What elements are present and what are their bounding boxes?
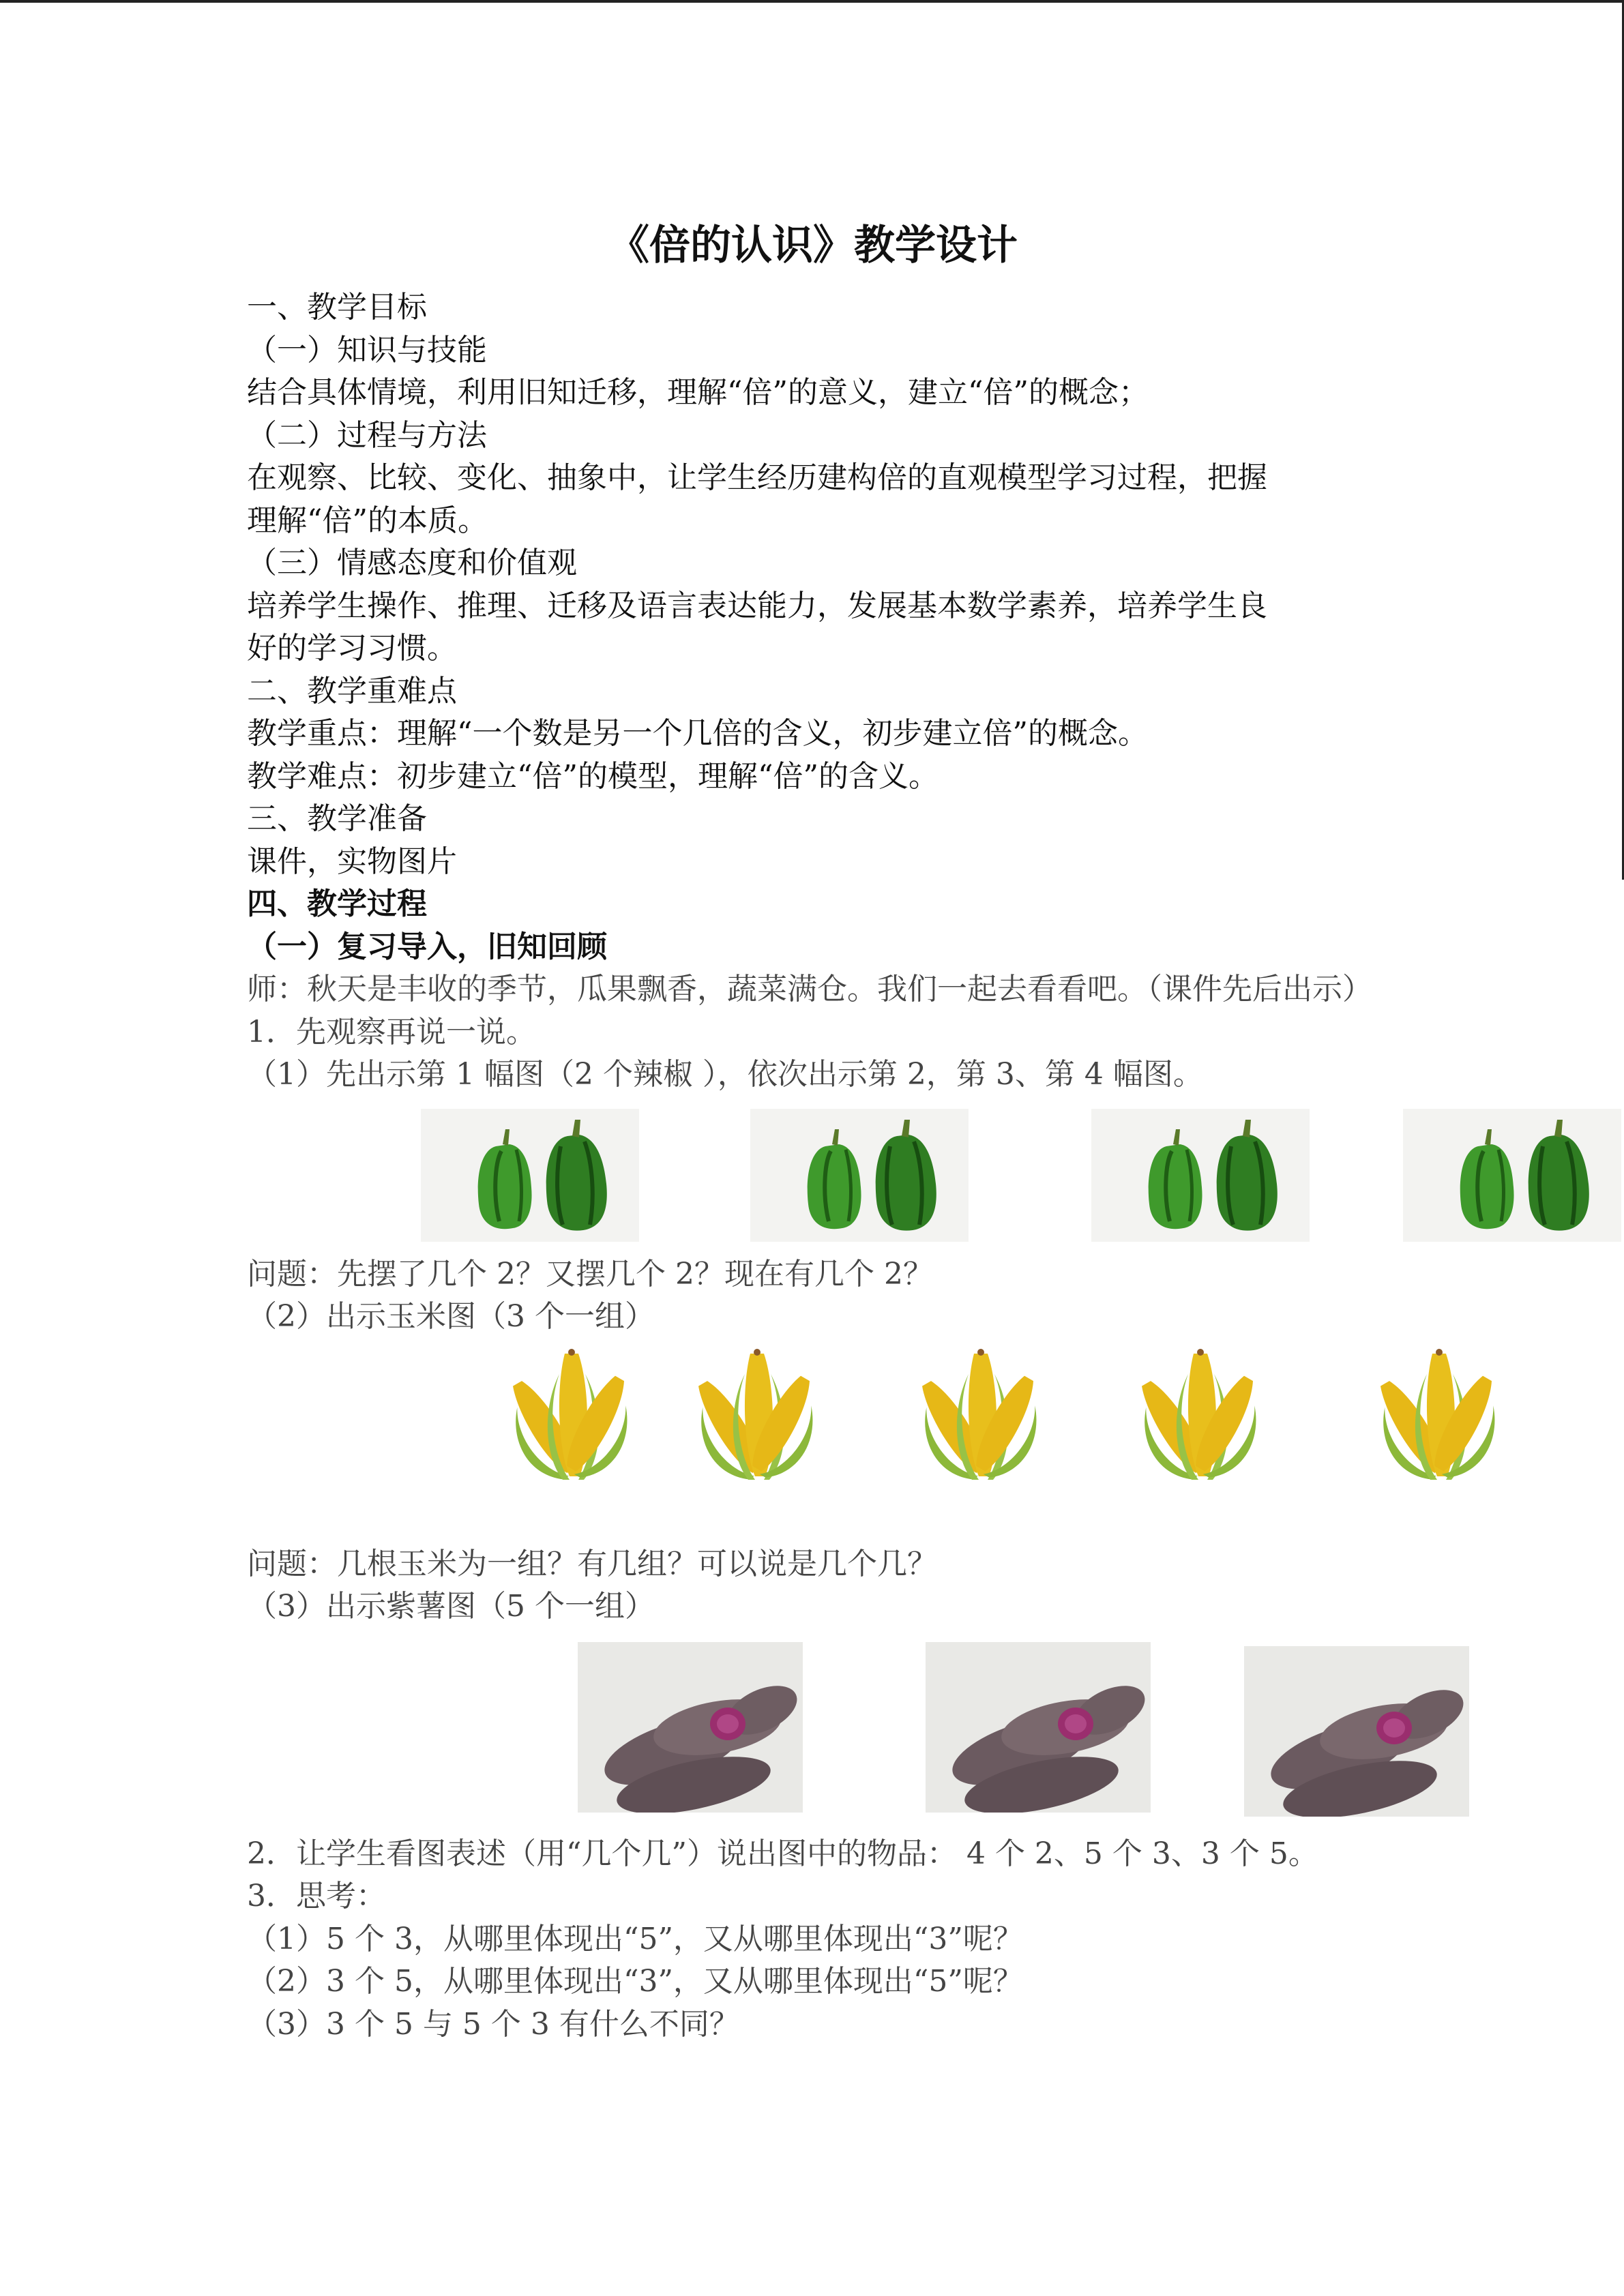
- sweet-potato-image-row: [247, 1628, 1543, 1833]
- pepper-image-row: [247, 1097, 1543, 1253]
- paragraph-line: 结合具体情境，利用旧知迁移，理解“倍”的意义，建立“倍”的概念；: [247, 375, 1149, 410]
- subheading-process: （二）过程与方法: [247, 417, 487, 453]
- question-line: （3）3 个 5 与 5 个 3 有什么不同？: [247, 2006, 739, 2042]
- pepper-image: [750, 1109, 969, 1242]
- question-line: 问题：先摆了几个 2？又摆几个 2？现在有几个 2？: [247, 1256, 933, 1292]
- paragraph-line: 3．思考：: [247, 1879, 386, 1913]
- section-heading-objectives: 一、教学目标: [247, 290, 427, 325]
- subheading-attitude: （三）情感态度和价值观: [247, 546, 577, 580]
- paragraph-line: 在观察、比较、变化、抽象中，让学生经历建构倍的直观模型学习过程，把握: [247, 460, 1267, 495]
- question-line: （2）3 个 5，从哪里体现出“3”，又从哪里体现出“5”呢？: [247, 1964, 1023, 1999]
- corn-image: [900, 1340, 1064, 1487]
- sweet-potato-image: [578, 1642, 803, 1813]
- subheading-review: （一）复习导入，旧知回顾: [247, 929, 607, 964]
- document-title: 《倍的认识》教学设计: [608, 222, 1018, 269]
- question-line: （1）5 个 3，从哪里体现出“5”，又从哪里体现出“3”呢？: [247, 1921, 1023, 1956]
- section-heading-process: 四、教学过程: [247, 886, 427, 921]
- paragraph-line: 教学重点：理解“一个数是另一个几倍的含义，初步建立倍”的概念。: [247, 716, 1148, 751]
- sweet-potato-image: [1244, 1646, 1469, 1817]
- paragraph-line: 教学难点：初步建立“倍”的模型，理解“倍”的含义。: [247, 758, 939, 794]
- corn-image: [1359, 1340, 1522, 1487]
- paragraph-line: 理解“倍”的本质。: [247, 503, 488, 538]
- paragraph-line: 师：秋天是丰收的季节，瓜果飘香，蔬菜满仓。我们一起去看看吧。（课件先后出示）: [247, 972, 1372, 1007]
- paragraph-line: （3）出示紫薯图（5 个一组）: [247, 1589, 655, 1624]
- corn-image: [1120, 1340, 1284, 1487]
- top-border-line: [0, 0, 1624, 3]
- question-line: 问题：几根玉米为一组？有几组？可以说是几个几？: [247, 1546, 937, 1581]
- corn-image: [677, 1340, 840, 1487]
- corn-image: [491, 1340, 655, 1487]
- sweet-potato-image: [926, 1642, 1151, 1813]
- pepper-image: [421, 1109, 639, 1242]
- paragraph-line: 好的学习习惯。: [247, 631, 457, 666]
- subheading-knowledge: （一）知识与技能: [247, 332, 487, 368]
- pepper-image: [1403, 1109, 1621, 1242]
- paragraph-line: 2．让学生看图表述（用“几个几”）说出图中的物品： 4 个 2、5 个 3、3 个 5。: [247, 1836, 1318, 1871]
- section-heading-preparation: 三、教学准备: [247, 801, 427, 836]
- paragraph-line: 培养学生操作、推理、迁移及语言表达能力，发展基本数学素养，培养学生良: [247, 588, 1267, 623]
- paragraph-line: 课件，实物图片: [247, 844, 457, 879]
- document-page: [247, 205, 1543, 2046]
- section-heading-key-points: 二、教学重难点: [247, 673, 457, 709]
- pepper-image: [1091, 1109, 1310, 1242]
- paragraph-line: （2）出示玉米图（3 个一组）: [247, 1299, 655, 1334]
- paragraph-line: 1．先观察再说一说。: [247, 1014, 536, 1049]
- paragraph-line: （1）先出示第 1 幅图（2 个辣椒 ），依次出示第 2，第 3、第 4 幅图。: [247, 1057, 1203, 1092]
- corn-image-row: [247, 1339, 1543, 1543]
